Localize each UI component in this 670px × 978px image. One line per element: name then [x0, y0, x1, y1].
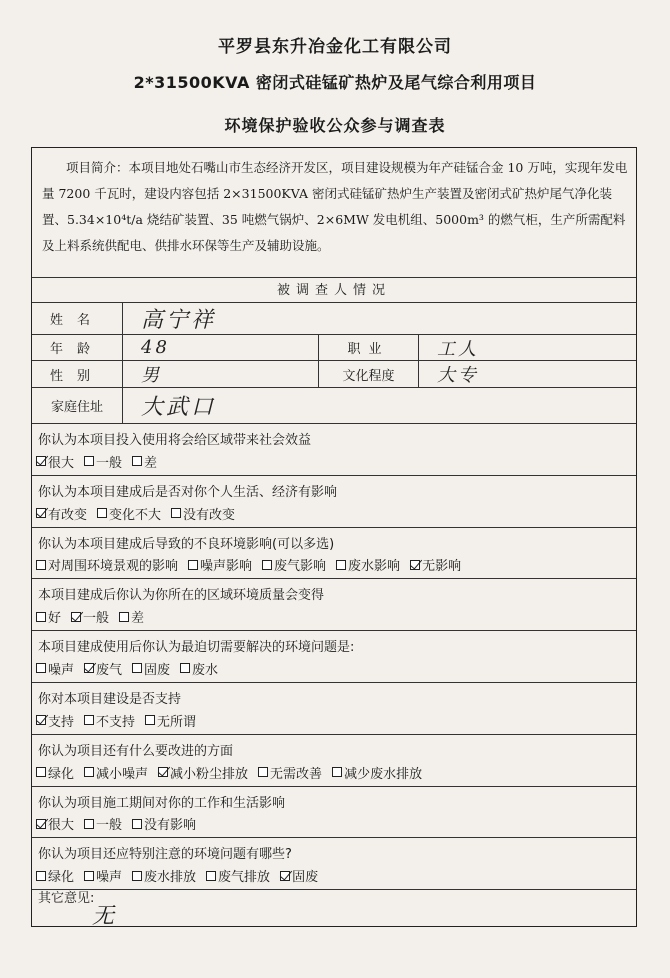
checkbox[interactable] [84, 715, 94, 725]
checkbox[interactable] [36, 663, 46, 673]
address-field[interactable]: 大武口 [122, 388, 636, 423]
form-title: 环境保护验收公众参与调查表 [224, 116, 446, 135]
education-field[interactable]: 大专 [418, 361, 636, 387]
option-label: 有改变 [48, 507, 88, 523]
gender-field[interactable]: 男 [122, 361, 318, 387]
option[interactable] [258, 763, 322, 782]
option-label: 没有改变 [183, 507, 236, 523]
question-text: 本项目建成后你认为你所在的区域环境质量会变得 [38, 588, 325, 604]
option-label: 差 [131, 611, 145, 627]
option[interactable] [188, 555, 252, 574]
option[interactable] [145, 711, 196, 730]
question-row [32, 631, 636, 683]
option[interactable] [180, 659, 218, 678]
checked-checkbox[interactable] [36, 508, 46, 518]
checkbox[interactable] [36, 560, 46, 570]
option-label: 废水影响 [348, 559, 401, 575]
option[interactable] [132, 814, 196, 833]
option[interactable] [332, 763, 422, 782]
option[interactable] [132, 452, 157, 471]
option-group [36, 659, 228, 678]
option-label: 废气影响 [274, 559, 327, 575]
name-field[interactable]: 高宁祥 [122, 303, 636, 334]
question-text: 你对本项目建设是否支持 [38, 692, 182, 707]
option-label: 噪声 [48, 662, 75, 678]
question-text: 本项目建成使用后你认为最迫切需要解决的环境问题是: [38, 640, 355, 656]
checkbox[interactable] [132, 819, 142, 829]
other-opinions-row [32, 881, 636, 929]
option-group [36, 814, 206, 833]
question-row [32, 476, 636, 528]
checkbox[interactable] [84, 767, 94, 777]
other-opinions-field[interactable]: 无 [92, 904, 115, 929]
checkbox[interactable] [132, 871, 142, 881]
option-label: 固废 [292, 870, 319, 886]
option[interactable] [36, 452, 74, 471]
option-group [36, 504, 245, 523]
checkbox[interactable] [132, 663, 142, 673]
option[interactable] [84, 814, 122, 833]
checkbox[interactable] [188, 560, 198, 570]
option-label: 废气 [96, 662, 123, 678]
option-label: 绿化 [48, 870, 75, 886]
checkbox[interactable] [258, 767, 268, 777]
option-label: 减小噪声 [96, 766, 149, 782]
age-field[interactable]: 48 [122, 335, 318, 360]
checked-checkbox[interactable] [158, 767, 168, 777]
checked-checkbox[interactable] [36, 715, 46, 725]
question-text: 你认为项目施工期间对你的工作和生活影响 [38, 795, 286, 811]
checkbox[interactable] [180, 663, 190, 673]
option[interactable] [36, 607, 61, 626]
option[interactable] [132, 659, 170, 678]
option[interactable] [36, 555, 178, 574]
company-title: 平罗县东升冶金化工有限公司 [218, 37, 452, 57]
option[interactable] [36, 659, 74, 678]
checkbox[interactable] [145, 715, 155, 725]
job-field[interactable]: 工人 [418, 335, 636, 360]
gender-label: 性别 [49, 368, 104, 384]
checkbox[interactable] [171, 508, 181, 518]
name-label: 姓名 [49, 313, 104, 328]
option-label: 好 [48, 611, 62, 627]
option[interactable] [84, 711, 135, 730]
option-label: 很大 [48, 818, 75, 834]
option-label: 废气排放 [218, 870, 271, 886]
checked-checkbox[interactable] [410, 560, 420, 570]
option[interactable] [71, 607, 109, 626]
option-label: 不支持 [96, 714, 136, 730]
option[interactable] [84, 763, 148, 782]
question-row [32, 424, 636, 476]
question-row [32, 683, 636, 735]
checkbox[interactable] [132, 456, 142, 466]
option[interactable] [97, 504, 161, 523]
option-label: 无所谓 [157, 714, 197, 730]
question-text: 你认为本项目建成后导致的不良环境影响(可以多选) [38, 536, 335, 552]
option[interactable] [36, 504, 87, 523]
question-text: 你认为本项目投入使用将会给区域带来社会效益 [38, 433, 312, 448]
gender-education-row [32, 361, 636, 388]
question-text: 你认为项目还有什么要改进的方面 [38, 743, 234, 759]
question-row [32, 579, 636, 631]
option[interactable] [84, 659, 122, 678]
checkbox[interactable] [336, 560, 346, 570]
checkbox[interactable] [332, 767, 342, 777]
checkbox[interactable] [262, 560, 272, 570]
checked-checkbox[interactable] [71, 612, 81, 622]
checked-checkbox[interactable] [84, 663, 94, 673]
option-label: 一般 [96, 455, 123, 471]
checked-checkbox[interactable] [36, 456, 46, 466]
option-label: 变化不大 [109, 507, 162, 523]
option-label: 减少废水排放 [344, 766, 423, 782]
checkbox[interactable] [84, 819, 94, 829]
survey-form [31, 147, 637, 927]
option-group [36, 555, 471, 574]
question-text: 你认为本项目建成后是否对你个人生活、经济有影响 [38, 484, 338, 500]
checkbox[interactable] [36, 612, 46, 622]
checked-checkbox[interactable] [280, 871, 290, 881]
checkbox[interactable] [119, 612, 129, 622]
option-label: 无需改善 [270, 766, 323, 782]
option[interactable] [262, 555, 326, 574]
option[interactable] [410, 555, 461, 574]
option-label: 废水 [192, 662, 219, 678]
question-row [32, 735, 636, 787]
checked-checkbox[interactable] [36, 819, 46, 829]
option-label: 噪声影响 [200, 559, 253, 575]
option[interactable] [336, 555, 400, 574]
project-intro: 项目简介：本项目地处石嘴山市生态经济开发区，项目建设规模为年产硅锰合金 10 万吨，实现年发电量 7200 千瓦时，建设内容包括 2×31500KVA 密闭式硅锰矿热炉生产装置及密闭式矿热炉尾气净化装置、5.34×10⁴t/a 烧结矿装置、35 吨燃气锅炉、2×6MW 发电机组、5000m³ 的燃气柜，生产所需配料及上料系统供配电、供排水环保等生产及辅助设施。 [32, 148, 636, 278]
other-opinions-label: 其它意见: [38, 891, 95, 906]
option[interactable] [36, 763, 74, 782]
option-label: 很大 [48, 455, 75, 471]
checkbox[interactable] [97, 508, 107, 518]
age-job-row [32, 335, 636, 361]
checkbox[interactable] [206, 871, 216, 881]
option-label: 固废 [144, 662, 171, 678]
checkbox[interactable] [36, 767, 46, 777]
option-label: 一般 [96, 818, 123, 834]
education-label: 文化程度 [318, 361, 418, 387]
question-row [32, 787, 636, 839]
option-label: 对周围环境景观的影响 [48, 559, 179, 575]
option-label: 无影响 [422, 559, 462, 575]
respondent-section-title: 被调查人情况 [32, 278, 636, 303]
option-group [36, 452, 167, 471]
option-group [36, 607, 154, 626]
option-label: 一般 [83, 611, 110, 627]
question-row [32, 528, 636, 580]
checkbox[interactable] [84, 871, 94, 881]
question-text: 你认为项目还应特别注意的环境问题有哪些? [38, 847, 292, 863]
option[interactable] [84, 452, 122, 471]
option[interactable] [158, 763, 248, 782]
option[interactable] [119, 607, 144, 626]
option-group [36, 763, 432, 782]
option-label: 噪声 [96, 870, 123, 886]
address-row [32, 388, 636, 424]
option-group [36, 711, 206, 730]
option-label: 没有影响 [144, 818, 197, 834]
option-label: 绿化 [48, 766, 75, 782]
option-label: 差 [144, 455, 158, 471]
name-row [32, 303, 636, 335]
checkbox[interactable] [36, 871, 46, 881]
option[interactable] [171, 504, 235, 523]
option[interactable] [36, 814, 74, 833]
option-label: 支持 [48, 714, 75, 730]
job-label: 职业 [318, 335, 418, 360]
checkbox[interactable] [84, 456, 94, 466]
option-label: 减小粉尘排放 [170, 766, 249, 782]
age-label: 年龄 [49, 342, 104, 357]
option[interactable] [36, 711, 74, 730]
address-label: 家庭住址 [50, 400, 103, 415]
option-label: 废水排放 [144, 870, 197, 886]
project-title: 2*31500KVA 密闭式硅锰矿热炉及尾气综合利用项目 [133, 73, 537, 92]
